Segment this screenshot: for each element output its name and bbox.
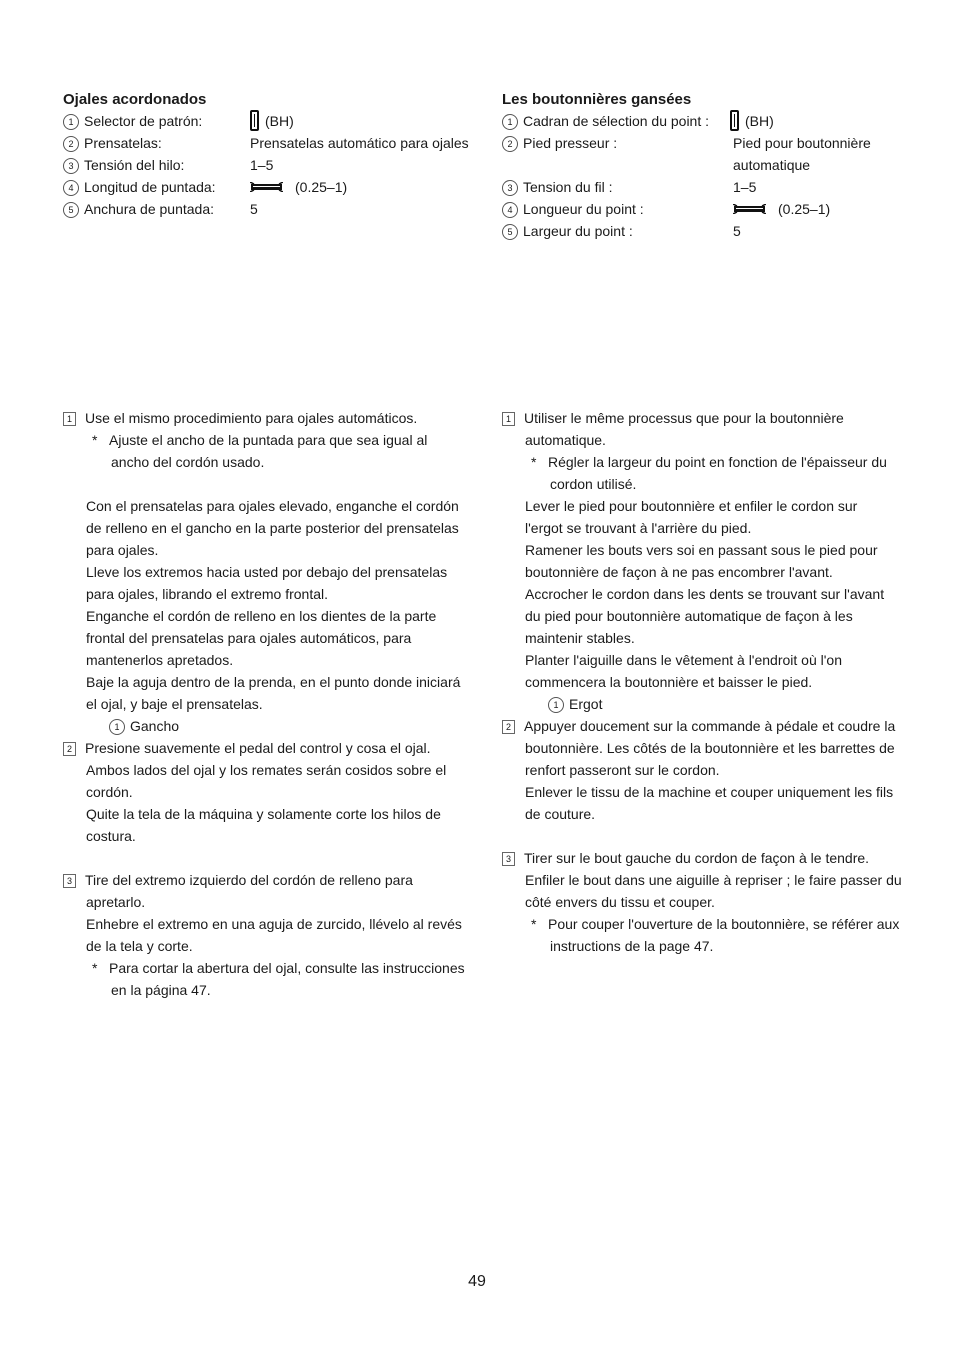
fr-note-3 [502, 913, 922, 935]
paragraph-line: Ambos lados del ojal y los remates serán cosidos sobre el [86, 762, 447, 778]
paragraph-line: Con el prensatelas para ojales elevado, enganche el cordón [86, 498, 459, 514]
asterisk: * [531, 454, 537, 470]
fr-setting-row [502, 220, 922, 242]
paragraph-line: de la tela y corte. [86, 938, 193, 954]
es-callout-1 [63, 715, 483, 737]
paragraph-line: de couture. [525, 806, 596, 822]
circled-number: 1 [109, 719, 125, 735]
callout-label: Ergot [569, 696, 603, 712]
setting-label: Pied presseur : [523, 135, 618, 151]
circled-number: 1 [63, 114, 79, 130]
note-text: Régler la largeur du point en fonction de l'épaisseur du [548, 454, 887, 470]
es-setting-row [63, 198, 483, 220]
circled-number: 3 [63, 158, 79, 174]
note-text: ancho del cordón usado. [111, 454, 265, 470]
fr-instructions [502, 407, 922, 957]
paragraph-line: maintenir stables. [525, 630, 635, 646]
paragraph-line: Enhebre el extremo en una aguja de zurcido, llévelo al revés [86, 916, 462, 932]
step-number-box: 3 [63, 874, 76, 888]
circled-number: 5 [502, 224, 518, 240]
circled-number: 1 [502, 114, 518, 130]
note-text: Pour couper l'ouverture de la boutonnière, se référer aux [548, 916, 900, 932]
setting-value: (BH) [265, 113, 294, 129]
fr-setting-row [502, 154, 922, 176]
paragraph-line: para ojales, librando el extremo frontal. [86, 586, 329, 602]
es-instructions [63, 407, 483, 1001]
paragraph-line: commencera la boutonnière et baisser le pied. [525, 674, 813, 690]
page-number: 49 [468, 1273, 486, 1290]
setting-label: Tension du fil : [523, 179, 613, 195]
step-number-box: 1 [63, 412, 76, 426]
setting-label: Tensión del hilo: [84, 157, 185, 173]
setting-value: (BH) [745, 113, 774, 129]
es-setting-row [63, 132, 483, 154]
paragraph-line: Planter l'aiguille dans le vêtement à l'endroit où l'on [525, 652, 842, 668]
setting-value-continued: automatique [733, 157, 811, 173]
fr-settings-block [502, 90, 922, 242]
setting-value: Pied pour boutonnière [733, 135, 871, 151]
setting-label: Cadran de sélection du point : [523, 113, 710, 129]
setting-value: 1–5 [733, 179, 757, 195]
step-number-box: 2 [502, 720, 515, 734]
setting-value: 5 [733, 223, 741, 239]
paragraph-line: de relleno en el gancho en la parte posterior del prensatelas [86, 520, 459, 536]
paragraph-line: Accrocher le cordon dans les dents se trouvant sur l'avant [525, 586, 885, 602]
note-text: en la página 47. [111, 982, 211, 998]
paragraph-line: boutonnière de façon à ne pas encombrer l'avant. [525, 564, 833, 580]
note-text: Ajuste el ancho de la puntada para que sea igual al [109, 432, 428, 448]
step-number-box: 1 [502, 412, 515, 426]
paragraph-line: Quite la tela de la máquina y solamente corte los hilos de [86, 806, 441, 822]
paragraph-line: du pied pour boutonnière automatique de façon à les [525, 608, 853, 624]
paragraph-line: frontal del prensatelas para ojales automáticos, para [86, 630, 412, 646]
es-title: Ojales acordonados [63, 91, 207, 108]
es-setting-row [63, 154, 483, 176]
paragraph-line: Enlever le tissu de la machine et couper uniquement les fils [525, 784, 894, 800]
es-settings-block [63, 90, 483, 220]
fr-setting-row [502, 176, 922, 198]
asterisk: * [531, 916, 537, 932]
callout-label: Gancho [130, 718, 180, 734]
note-text: cordon utilisé. [550, 476, 637, 492]
paragraph-line: Ramener les bouts vers soi en passant sous le pied pour [525, 542, 878, 558]
es-setting-row [63, 176, 483, 198]
note-text: Para cortar la abertura del ojal, consulte las instrucciones [109, 960, 465, 976]
step-text: Appuyer doucement sur la commande à pédale et coudre la [524, 718, 896, 734]
step-text: Use el mismo procedimiento para ojales automáticos. [85, 410, 418, 426]
circled-number: 5 [63, 202, 79, 218]
setting-value: (0.25–1) [295, 179, 348, 195]
setting-label: Longitud de puntada: [84, 179, 216, 195]
paragraph-line: Lleve los extremos hacia usted por debajo del prensatelas [86, 564, 448, 580]
stitch-length-icon [250, 182, 283, 192]
step-text: automatique. [525, 432, 606, 448]
paragraph-line: côté envers du tissu et couper. [525, 894, 715, 910]
circled-number: 1 [548, 697, 564, 713]
fr-step-2 [502, 715, 922, 737]
paragraph-line: costura. [86, 828, 136, 844]
es-step-2 [63, 737, 483, 759]
paragraph-line: para ojales. [86, 542, 159, 558]
step-text: Tire del extremo izquierdo del cordón de relleno para [85, 872, 413, 888]
fr-setting-row [502, 110, 922, 132]
fr-step-3 [502, 847, 922, 869]
asterisk: * [92, 432, 98, 448]
fr-setting-row [502, 132, 922, 154]
setting-label: Largeur du point : [523, 223, 633, 239]
setting-value: Prensatelas automático para ojales [250, 135, 469, 151]
fr-step-1 [502, 407, 922, 429]
es-step-1 [63, 407, 483, 429]
paragraph-line: cordón. [86, 784, 133, 800]
paragraph-line: apretarlo. [86, 894, 146, 910]
fr-setting-row [502, 198, 922, 220]
buttonhole-bh-icon [250, 110, 259, 131]
setting-label: Selector de patrón: [84, 113, 203, 129]
setting-value: (0.25–1) [778, 201, 831, 217]
paragraph-line: mantenerlos apretados. [86, 652, 234, 668]
step-text: Tirer sur le bout gauche du cordon de façon à le tendre. [524, 850, 870, 866]
es-step-3 [63, 869, 483, 891]
paragraph-line: Enganche el cordón de relleno en los dientes de la parte [86, 608, 437, 624]
circled-number: 2 [502, 136, 518, 152]
paragraph-line: Enfiler le bout dans une aiguille à repriser ; le faire passer du [525, 872, 902, 888]
step-number-box: 2 [63, 742, 76, 756]
buttonhole-bh-icon [730, 110, 739, 131]
asterisk: * [92, 960, 98, 976]
paragraph-line: el ojal, y baje el prensatelas. [86, 696, 263, 712]
paragraph-line: l'ergot se trouvant à l'arrière du pied. [525, 520, 752, 536]
stitch-length-icon [733, 204, 766, 214]
circled-number: 4 [63, 180, 79, 196]
circled-number: 2 [63, 136, 79, 152]
es-note-1 [63, 429, 483, 451]
es-note-3 [63, 957, 483, 979]
step-text: Utiliser le même processus que pour la boutonnière [524, 410, 844, 426]
circled-number: 3 [502, 180, 518, 196]
setting-value: 1–5 [250, 157, 274, 173]
setting-label: Prensatelas: [84, 135, 162, 151]
step-text: Presione suavemente el pedal del control y cosa el ojal. [85, 740, 431, 756]
fr-note-1 [502, 451, 922, 473]
setting-value: 5 [250, 201, 258, 217]
paragraph-line: Lever le pied pour boutonnière et enfiler le cordon sur [525, 498, 858, 514]
note-text: instructions de la page 47. [550, 938, 714, 954]
step-number-box: 3 [502, 852, 515, 866]
paragraph-line: boutonnière. Les côtés de la boutonnière et les barrettes de [525, 740, 895, 756]
es-setting-row [63, 110, 483, 132]
fr-title: Les boutonnières gansées [502, 91, 692, 108]
paragraph-line: Baje la aguja dentro de la prenda, en el punto donde iniciará [86, 674, 461, 690]
circled-number: 4 [502, 202, 518, 218]
setting-label: Anchura de puntada: [84, 201, 214, 217]
setting-label: Longueur du point : [523, 201, 644, 217]
fr-callout-1 [502, 693, 922, 715]
paragraph-line: renfort passeront sur le cordon. [525, 762, 720, 778]
